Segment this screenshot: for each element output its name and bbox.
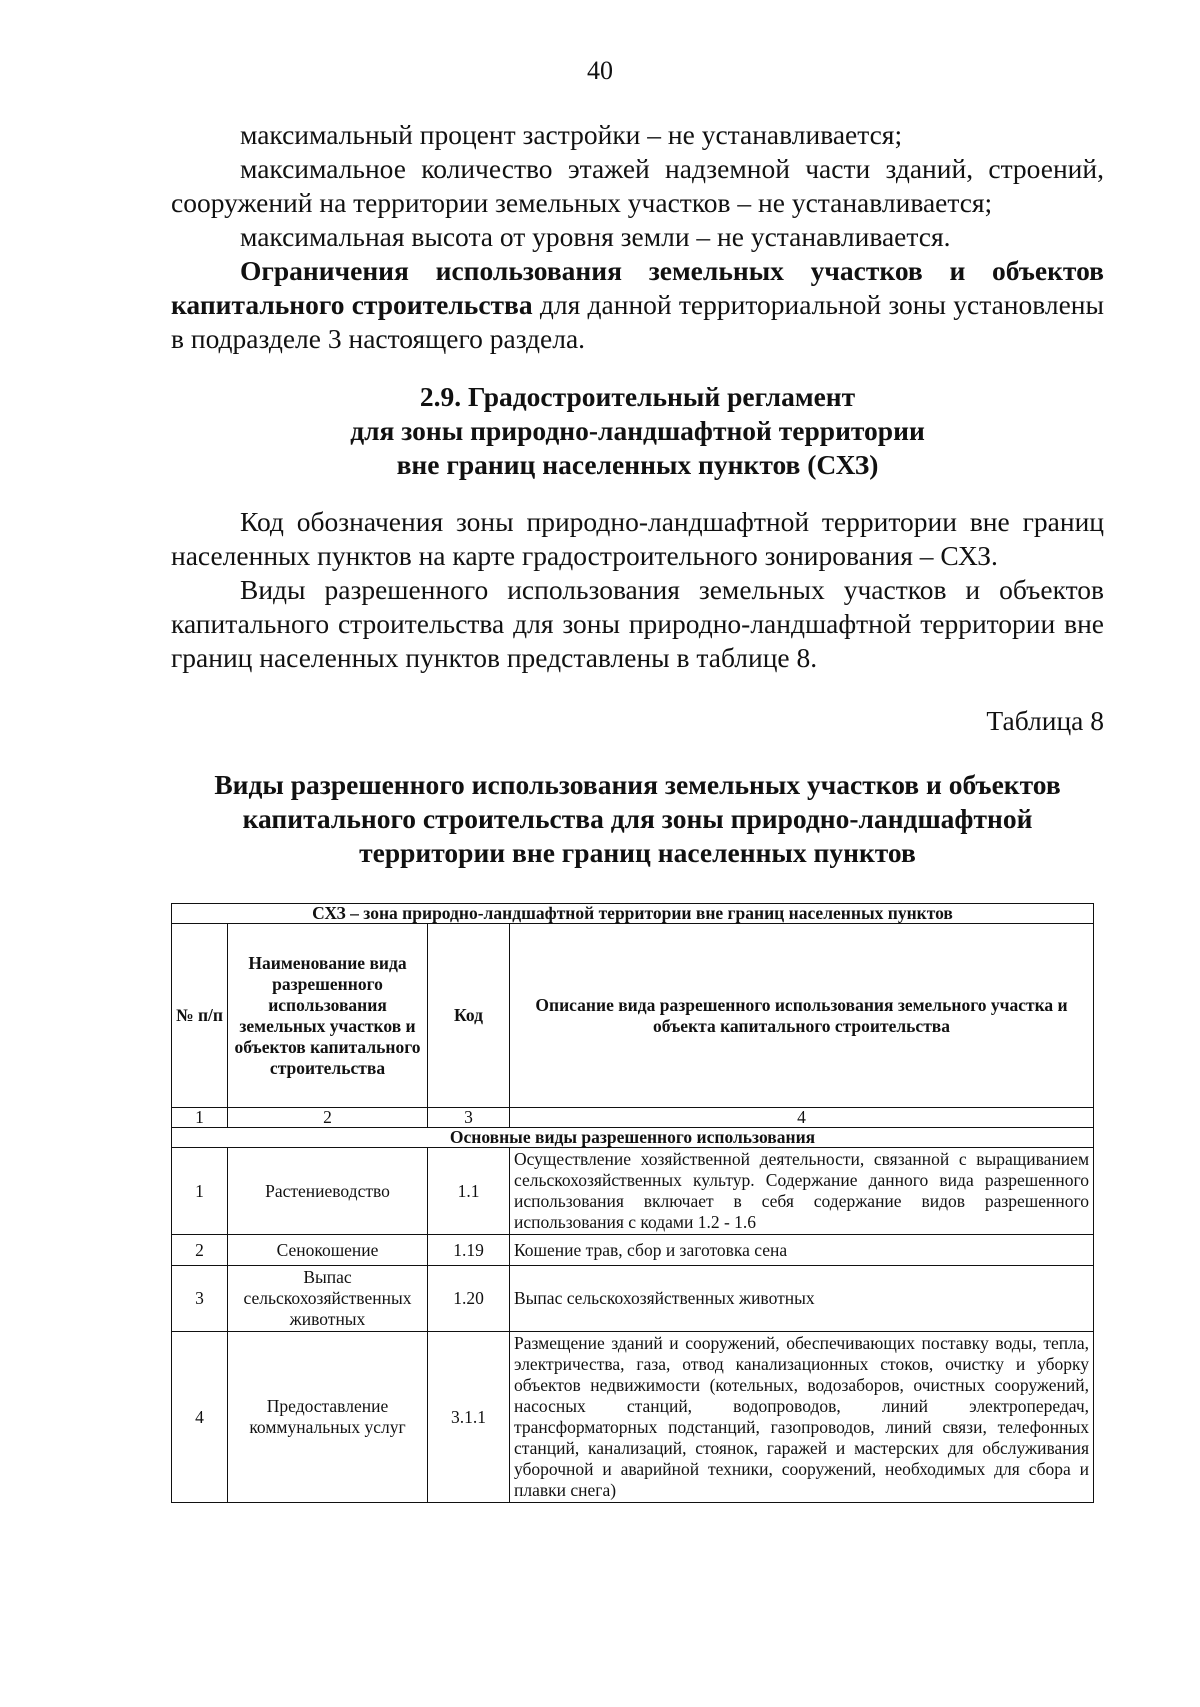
row-name: Растениеводство: [228, 1148, 428, 1235]
header-code: Код: [428, 924, 510, 1108]
intro-line-2: максимальное количество этажей надземной части зданий, строений, сооружений на территории земельных участков – не устанавливается;: [171, 153, 1104, 218]
usage-types-paragraph: Виды разрешенного использования земельных участков и объектов капитального строительства для зоны природно-ландшафтной территории вне границ населенных пунктов представлены в таблице 8.: [171, 574, 1104, 673]
restrictions-paragraph: [171, 254, 1104, 356]
table-row: [172, 1266, 1094, 1332]
row-code: 1.19: [428, 1235, 510, 1266]
zone-code-paragraph: Код обозначения зоны природно-ландшафтной территории вне границ населенных пунктов на карте градостроительного зонирования – СХЗ.: [171, 506, 1104, 571]
intro-line-3: максимальная высота от уровня земли – не устанавливается.: [240, 221, 951, 252]
table-title: [171, 768, 1104, 870]
row-name: Сенокошение: [228, 1235, 428, 1266]
section-heading-line-3: вне границ населенных пунктов (СХЗ): [396, 449, 879, 480]
restrictions-rest: для данной территориальной зоны установлены в подразделе 3 настоящего раздела.: [171, 289, 1104, 354]
row-num: 3: [172, 1266, 228, 1332]
row-code: 1.20: [428, 1266, 510, 1332]
row-name: Предоставление коммунальных услуг: [228, 1332, 428, 1503]
row-desc: Осуществление хозяйственной деятельности, связанной с выращиванием сельскохозяйственных культур. Содержание данного вида разрешенного использования включает в себя содержание видов разрешенного использования с кодами 1.2 - 1.6: [510, 1148, 1094, 1235]
usage-table-container: [171, 903, 1093, 1503]
row-desc: Кошение трав, сбор и заготовка сена: [510, 1235, 1094, 1266]
table-row: [172, 1235, 1094, 1266]
column-number: 4: [510, 1108, 1094, 1128]
table-title-line-3: территории вне границ населенных пунктов: [359, 837, 916, 868]
column-number-row: [172, 1108, 1094, 1128]
header-desc: Описание вида разрешенного использования земельного участка и объекта капитального строительства: [510, 924, 1094, 1108]
usage-table: [171, 903, 1094, 1503]
row-num: 4: [172, 1332, 228, 1503]
column-number: 1: [172, 1108, 228, 1128]
header-name: Наименование вида разрешенного использования земельных участков и объектов капитального строительства: [228, 924, 428, 1108]
restrictions-bold: Ограничения использования земельных участков и объектов капитального строительства: [171, 255, 1104, 320]
row-code: 1.1: [428, 1148, 510, 1235]
table-caption: Таблица 8: [986, 705, 1104, 736]
subheader-main-uses: Основные виды разрешенного использования: [172, 1128, 1094, 1148]
table-title-line-1: Виды разрешенного использования земельных участков и объектов: [214, 769, 1061, 800]
row-num: 2: [172, 1235, 228, 1266]
body-paragraphs: [171, 505, 1104, 675]
column-header-row: [172, 924, 1094, 1108]
row-code: 3.1.1: [428, 1332, 510, 1503]
section-heading-line-2: для зоны природно-ландшафтной территории: [350, 415, 925, 446]
row-name: Выпас сельскохозяйственных животных: [228, 1266, 428, 1332]
table-row: [172, 1332, 1094, 1503]
intro-block: [171, 118, 1104, 356]
section-heading: [171, 380, 1104, 482]
section-heading-line-1: 2.9. Градостроительный регламент: [419, 381, 856, 412]
column-number: 3: [428, 1108, 510, 1128]
subheader-row: [172, 1128, 1094, 1148]
zone-header: СХЗ – зона природно-ландшафтной территории вне границ населенных пунктов: [172, 904, 1094, 924]
row-desc: Размещение зданий и сооружений, обеспечивающих поставку воды, тепла, электричества, газа, отвод канализационных стоков, очистку и уборку объектов недвижимости (котельных, водозаборов, очистных сооружений, насосных станций, водопроводов, линий электропередач, трансформаторных подстанций, газопроводов, линий связи, телефонных станций, канализаций, стоянок, гаражей и мастерских для обслуживания уборочной и аварийной техники, сооружений, необходимых для сбора и плавки снега): [510, 1332, 1094, 1503]
table-row: [172, 1148, 1094, 1235]
row-desc: Выпас сельскохозяйственных животных: [510, 1266, 1094, 1332]
zone-header-row: [172, 904, 1094, 924]
table-title-line-2: капитального строительства для зоны природно-ландшафтной: [242, 803, 1033, 834]
column-number: 2: [228, 1108, 428, 1128]
intro-line-1: максимальный процент застройки – не устанавливается;: [240, 119, 903, 150]
page-number: 40: [587, 56, 613, 85]
header-num: № п/п: [172, 924, 228, 1108]
row-num: 1: [172, 1148, 228, 1235]
